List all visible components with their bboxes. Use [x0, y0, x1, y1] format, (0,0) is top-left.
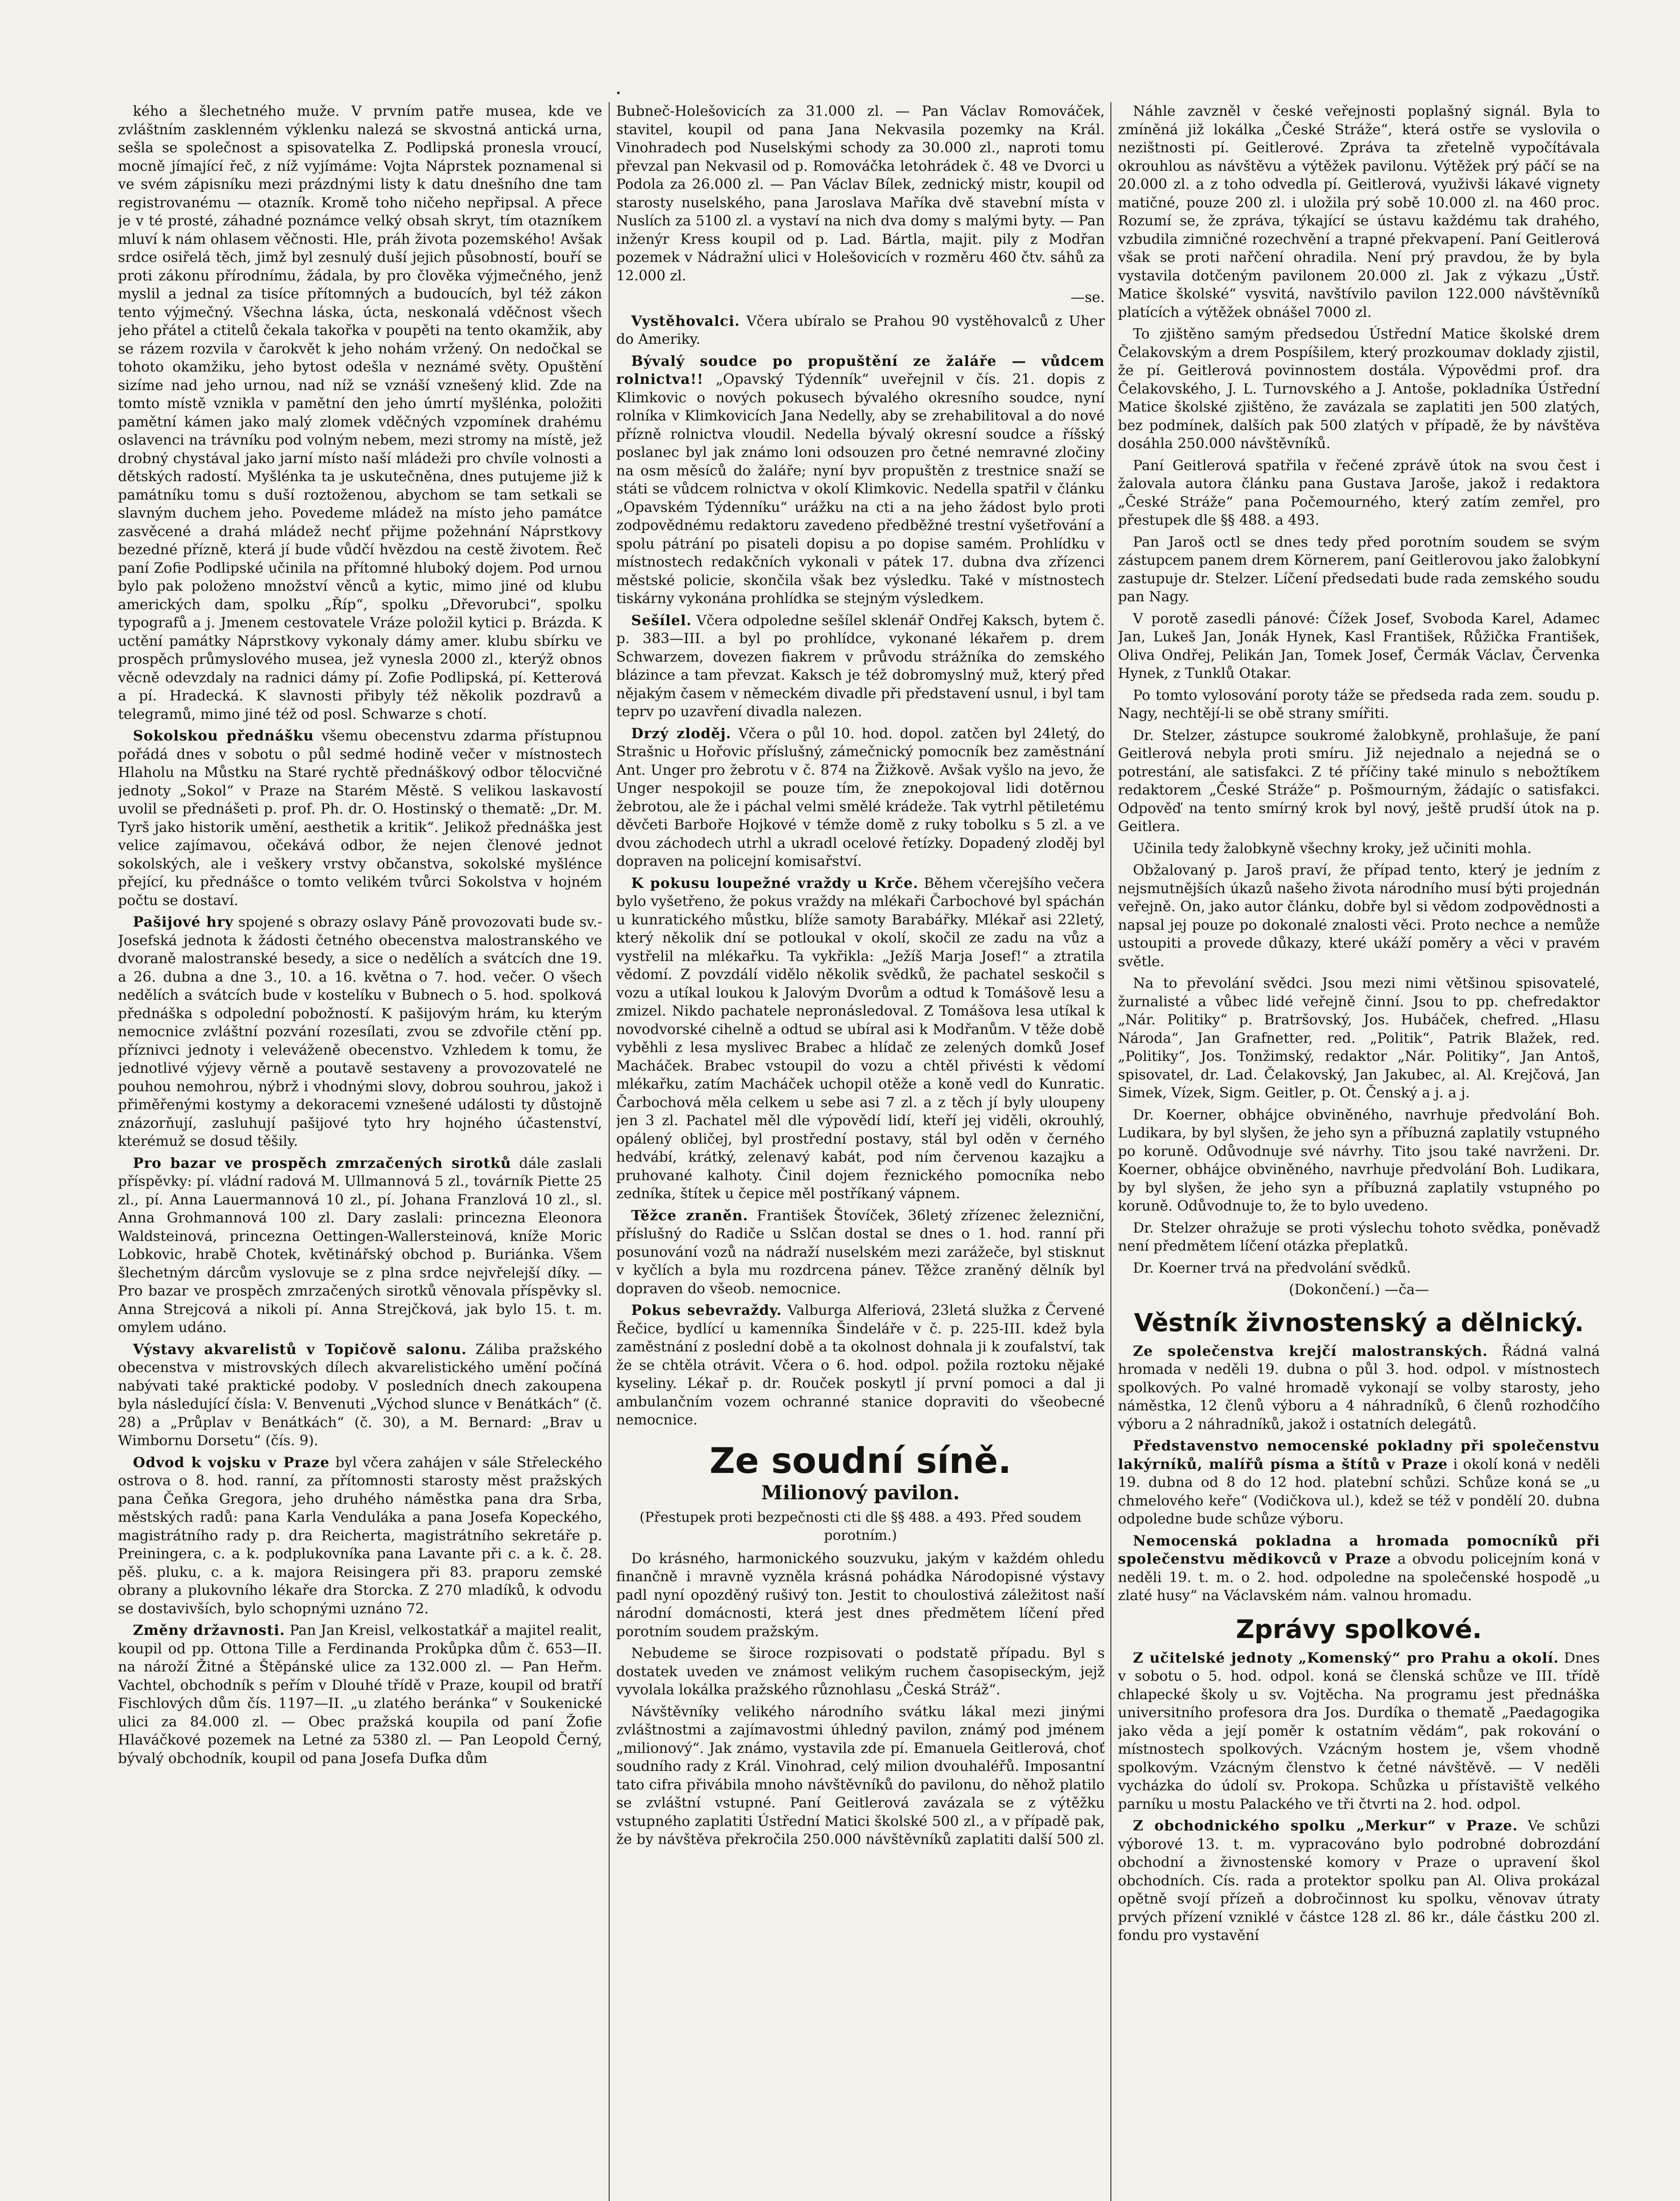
item-text: Paní Geitlerová spatřila v řečené zprávě útok na svou čest i žalovala autora článku pana Gustava Jaroše, jakož i redaktora „České Stráže“ pana Počemourného, který zatím zemřel, pro přestupek dle §§ 488. a 493. [1118, 456, 1600, 528]
item-text: Záliba pražského obecenstva v mistrovských dílech akvarelistického umění počíná nabývati také praktické podoby. V posledních dnech zakoupena byla následující čísla: V. Benvenuti „Východ slunce v Benátkách“ (č. 28) a „Průplav v Benátkách“ (č. 30), a M. Bernard: „Brav u Wimbornu Dorsetu“ (čís. 9). [118, 1340, 602, 1449]
paragraph [616, 1703, 1105, 1849]
item-heading: Nemocenská pokladna a hromada pomocníků při společenstvu mědikovců v Praze [1118, 1532, 1600, 1567]
news-item [1118, 1532, 1600, 1605]
news-item [118, 1340, 602, 1450]
news-item [616, 1301, 1105, 1429]
item-text: V porotě zasedli pánové: Čížek Josef, Svoboda Karel, Adamec Jan, Lukeš Jan, Jonák Hynek, Kasl František, Růžička František, Oliva Ondřej, Pelikán Jan, Tomek Josef, Čermák Václav, Červenka Hynek, z Tunklů Otakar. [1118, 610, 1600, 681]
item-text: Do krásného, harmonického souzvuku, jakým v každém ohledu finančně i mravně vyzněla krásná pohádka Národopisné výstavy padl nyní opozděný rušivý ton. Jestit to choulostivá záležitost naší národní domácnosti, která jest dnes předmětem líčení před porotním soudem pražským. [616, 1550, 1105, 1640]
article-note: (Přestupek proti bezpečnosti cti dle §§ 488. a 493. Před soudem porotním.) [639, 1509, 1081, 1543]
column-2 [616, 102, 1105, 2201]
column-divider-2 [1110, 102, 1111, 2201]
item-text: byl včera zahájen v sále Střeleckého ostrova o 8. hod. ranní, za přítomnosti starosty měst pražských pana Čeňka Gregora, jeho druhého náměstka pana dra Srba, městských radů: pana Karla Venduláka a pana Josefa Kopeckého, magistrátního rady p. dra Reicherta, magistrátního sekretáře p. Preiningera, c. a k. podplukovníka pana Lavante při c. a k. č. 28. pěš. pluku, c. a k. majora Reisingera při 83. praporu zemské obrany a plukovního lékaře dra Storcka. Z 270 mladíků, k odvodu se dostavivších, bylo schopnými uznáno 72. [118, 1454, 602, 1617]
paragraph [1118, 533, 1600, 606]
item-heading: Výstavy akvarelistů v Topičově salonu. [133, 1340, 467, 1358]
news-item [118, 1621, 602, 1767]
column-divider-1 [609, 102, 610, 2201]
item-text: Včera ubíralo se Prahou 90 vystěhovalců z Uher do Ameriky. [616, 312, 1105, 347]
item-heading: Představenstvo nemocenské pokladny při společenstvu lakýrníků, malířů písma a štítů v Praze [1118, 1437, 1600, 1472]
section-heading: Věstník živnostenský a dělnický. [1134, 1308, 1584, 1337]
item-heading: Pašijové hry [133, 913, 234, 930]
item-text: Pan Jan Kreisl, velkostatkář a majitel realit, koupil od pp. Ottona Tille a Ferdinanda Prokůpka dům č. 653—II. na nároží Žitné a Štěpánské ulice za 132.000 zl. — Pan Heřm. Vachtel, obchodník s peřím v Dlouhé třídě v Praze, koupil od bratří Fischlových dům čís. 1197—II. „u zlatého beránka“ v Soukenické ulici za 84.000 zl. — Obec pražská koupila od paní Žofie Hlaváčkové pozemek na Letné za 5380 zl. — Pan Leopold Černý, bývalý obchodník, koupil od pana Josefa Dufka dům [118, 1622, 602, 1767]
news-item [1118, 1342, 1600, 1434]
item-heading: Z učitelské jednoty „Komenský“ pro Prahu a okolí. [1133, 1649, 1559, 1666]
item-text: Na to převolání svědci. Jsou mezi nimi většinou spisovatelé, žurnalisté a vůbec lidé veřejně činní. Jsou to pp. chefredaktor „Nár. Politiky“ p. Bratršovský, Jos. Hubáček, chefred. „Hlasu Národa“, Jan Grafnetter, red. „Politik“, Patrik Blažek, red. „Politiky“, Jos. Tonžimský, redaktor „Nár. Politiky“, Jan Antoš, spisovatel, dr. Lad. Čelakovský, Jan Jakubec, al. Al. Krejčová, Jan Simek, Vízek, Sigm. Geitler, p. Ot. Čenský a j. a j. [1118, 975, 1600, 1101]
paragraph [616, 1644, 1105, 1699]
item-heading: Ze společenstva krejčí malostranských. [1133, 1342, 1488, 1359]
item-text: všemu obecenstvu zdarma přístupnou pořádá dnes v sobotu o půl sedmé hodině večer v místnostech Hlaholu na Můstku na Staré rychtě přednáškový odbor tělocvičné jednoty „Sokol“ v Praze na Starém Městě. S velikou laskavostí uvolil se přednášeti p. prof. Ph. dr. O. Hostinský o thematě: „Dr. M. Tyrš jako historik umění, aesthetik a kritik“. Jelikož přednáška jest velice zajímavou, očekává odbor, že nejen členové jednot sokolských, ale i veškery vrstvy občanstva, sokolské myšlénce přející, ku přednášce o tomto velikém tvůrci Sokolstva v hojném počtu se dostaví. [118, 727, 602, 909]
article-title: Milionový pavilon. [761, 1481, 960, 1504]
paragraph [1118, 726, 1600, 836]
item-heading: Odvod k vojsku v Praze [133, 1454, 330, 1471]
paragraph [1118, 1259, 1600, 1277]
item-text: Včera odpoledne sešílel sklenář Ondřej Kaksch, bytem č. p. 383—III. a byl po prohlídce, vykonané lékařem p. drem Schwarzem, dovezen fiakrem v průvodu strážníka do zemského blázince a tam převzat. Kaksch je též dobromyslný muž, který před nějakým časem v německém divadle při představení usnul, i byl tam teprv po uzavření divadla nalezen. [616, 611, 1105, 720]
item-text: kého a šlechetného muže. V prvním patře musea, kde ve zvláštním zasklenném výklenku nalezá se skvostná antická urna, sešla se společnost a spisovatelka Z. Podlipská pronesla vroucí, mocně jímající řeč, z níž vyjímáme: Vojta Náprstek poznamenal si ve svém zápisníku mezi prázdnými listy k datu dnešního dne tam registrovanému — otazník. Kromě toho ničeho nepřipsal. A přece je v té prosté, záhadné poznámce velký obsah skryt, tím otazníkem mluví k nám ohlasem věčnosti. Hle, práh života pozemského! Avšak srdce osiřelá těch, jimž byl zesnulý duší jejich působností, bouří se proti zákonu přírodnímu, žádala, by pro člověka výjmečného, jenž myslil a jednal za tisíce přítomných a budoucích, byl též zákon tento výjmečný. Všechna láska, úcta, neskonalá vděčnost všech jeho přátel a ctitelů čekala takořka v poupěti na tento okamžik, aby se rázem rozvila v čarokvět k jeho nohám vržený. On nedočkal se tohoto okamžiku, jeho bytost odešla v neznámé světy. Opuštění sizíme nad jeho urnou, nad níž se vznáší vznešený klid. Zde na tomto místě vznikla v pamětní den jeho úmrtí myšlénka, položiti pamětní kámen jako malý zlomek vděčných vzpomínek drahému oslavenci na trávníku pod volným nebem, mezi stromy na místě, jež drobný chystával jako jarní místo naší mládeži pro chvíle volnosti a dětských radostí. Myšlénka ta je uskutečněna, dnes putujeme již k památníku tomu s duší roztoženou, abychom se tam setkali se slavným duchem jeho. Povedeme mládež na místo jeho památce zasvěcené a drahá mládež nechť přijme požehnání Náprstkovy bezedné přízně, která jí bude vůdčí hvězdou na cestě životem. Řeč paní Zofie Podlipské učinila na přítomné hluboký dojem. Pod urnou bylo pak položeno množství věnců a kytic, mimo jiné od klubu amerických dam, spolku „Říp“, spolku „Dřevorubci“, spolku typografů a j. Jmenem cestovatele Vráze položil kytici p. Brázda. K uctění památky Náprstkovy vykonaly dámy amer. klubu sbírku ve prospěch průmyslového musea, jež vynesla 2000 zl., kterýž obnos věcně odevzdaly na radnici dámy pí. Zofie Podlipská, pí. Ketterová a pí. Hradecká. K slavnosti přibyly též několik pozdravů a telegramů, mimo jiné též od posl. Schwarze s chotí. [118, 103, 602, 722]
news-item [118, 1454, 602, 1618]
paragraph [1118, 610, 1600, 683]
news-item [118, 727, 602, 909]
section-heading: Zprávy spolkové. [1236, 1614, 1482, 1644]
paragraph [1118, 325, 1600, 453]
news-item [616, 352, 1105, 608]
print-mark [617, 92, 620, 94]
item-text: a obvodu policejním koná v neděli 19. t. m. o 2. hod. odpoledne na společenské hospodě „u zlaté husy“ na Václavském nám. valnou hromadu. [1118, 1550, 1600, 1604]
paragraph [1118, 1106, 1600, 1215]
news-item [616, 874, 1105, 1203]
paragraph [1118, 102, 1600, 321]
paragraph [616, 1550, 1105, 1641]
item-text: Včera o půl 10. hod. dopol. zatčen byl 24letý, do Strašnic u Hořovic příslušný, zámečnický pomocník bez zaměstnání Ant. Unger pro žebrotu v č. 874 na Žižkově. Avšak vyšlo na jevo, že Unger nespokojil se pouze tím, že znepokojoval lidi dotěrnou žebrotou, ale že i páchal velmi smělé krádeže. Tak vytrhl pětiletému děvčeti Barboře Hojkové v témže domě z ruky tobolku s 5 zl. a ve dvou záchodech utrhl a ukradl ocelové řetízky. Dopadený zloděj byl dopraven na policejní komisařství. [616, 725, 1105, 869]
item-text: Řádná valná hromada v neděli 19. dubna o půl 3. hod. odpol. v místnostech spolkových. Po valné hromadě vykonají se volby starosty, jeho náměstka, 12 členů výboru a 4 náhradníků, 6 členů rozhodčího výboru a 2 náhradníků, jakož i ostatních delegátů. [1118, 1342, 1600, 1432]
item-text: Návštěvníky velikého národního svátku lákal mezi jinými zvláštnostmi a zajímavostmi úhledný pavilon, známý pod jménem „milionový“. Jak známo, vystavila zde pí. Emanuela Geitlerová, choť soudního rady z Král. Vinohrad, celý milion dvouhaléřů. Imposantní tato cifra přivábila mnoho návštěvníků do pavilonu, do něhož platilo se zvláštní vstupné. Paní Geitlerová zavázala se z výtěžku vstupného zaplatiti Ústřední Matici školské 500 zl., a v případě pak, že by návštěva překročila 250.000 návštěvníků zaplatiti další 500 zl. [616, 1703, 1105, 1848]
item-text: To zjištěno samým předsedou Ústřední Matice školské drem Čelakovským a drem Pospíšilem, který prozkoumav doklady zjistil, že pí. Geitlerová povinnostem dostála. Výpovědmi prof. dra Čelakovského, J. L. Turnovského a J. Antoše, pokladníka Ústřední Matice školské zjištěno, že zavázala se zaplatiti jen 500 zlatých, bez podmínek, dalších pak 500 zlatých v případě, že by návštěva dosáhla 250.000 návštěvníků. [1118, 325, 1600, 452]
item-text: dále zaslali příspěvky: pí. vládní radová M. Ullmannová 5 zl., továrník Piette 25 zl., pí. Anna Lauermannová 10 zl., pí. Johana Franzlová 10 zl., sl. Anna Grohmannová 100 zl. Dary zaslali: princezna Eleonora Waldsteinová, princezna Oettingen-Wallersteinová, kníže Moric Lobkovic, hrabě Chotek, květinářský obchod p. Buriánka. Všem šlechetným dárcům vyslovuje se z plna srdce nejvřelejší díky. — Pro bazar ve prospěch zmrzačených sirotků věnovala příspěvky sl. Anna Strejcová a nikoli pí. Anna Strejčková, jak bylo 15. t. m. omylem udáno. [118, 1154, 602, 1336]
item-text: Po tomto vylosování poroty táže se předseda rada zem. soudu p. Nagy, nechtějí-li se obě strany smířiti. [1118, 686, 1600, 721]
item-heading: Změny državnosti. [133, 1622, 285, 1638]
paragraph [1118, 686, 1600, 723]
item-text: Pan Jaroš octl se dnes tedy před porotním soudem se svým zástupcem panem drem Körnerem, paní Geitlerovou jako žalobkyní zastupuje dr. Stelzer. Líčení předsedati bude rada zemského soudu pan Nagy. [1118, 533, 1600, 605]
section-banner: Ze soudní síně. [709, 1440, 1011, 1481]
item-heading: Sokolskou přednášku [133, 727, 314, 744]
item-text: Dr. Koerner trvá na předvolání svědků. [1133, 1259, 1411, 1276]
news-item [1118, 1649, 1600, 1814]
item-heading: Z obchodnického spolku „Merkur“ v Praze. [1133, 1817, 1518, 1834]
item-heading: Pro bazar ve prospěch zmrzačených sirotků [133, 1154, 511, 1171]
item-text: „Opavský Týdenník“ uveřejnil v čís. 21. dopis z Klimkovic o nových pokusech bývalého okresního soudce, nyní rolníka v Klimkovicích Jana Nedelly, aby se zrehabilitoval a do nové přízně rolnictva vloudil. Nedella bývalý okresní soudce a říšský poslanec byl jak známo loni odsouzen pro četné nemravné zločiny na osm měsíců do žaláře; nyní byv propuštěn z trestnice snaží se státi se vůdcem rolnictva v okolí Klimkovic. Nedella spatřil v článku „Opavském Týdenníku“ urážku na cti a na jeho žádost bylo proti zodpovědnému redaktoru zavedeno předběžné trestní vyšetřování a spolu pátrání po pisateli dopisu a po dopise samém. Prohlídku v místnostech redakčních vykonali v pátek 17. dubna dva zřízenci městské policie, skončila však bez výsledku. Také v místnostech tiskárny vykonána prohlídka se stejným výsledkem. [616, 371, 1105, 607]
news-item [1118, 1437, 1600, 1528]
item-text: Během včerejšího večera bylo vyšetřeno, že pokus vraždy na mlékaři Čarbochové byl spáchán u kunratického můstku, blíže samoty Barabářky. Mlékař asi 22letý, který několik dní se potloukal v okolí, skočil ze zadu na vůz a vystřelil na mlékařku. Ta vykřikla: „Ježíš Marja Josef!“ a ztratila vědomí. Z povzdálí vidělo několik svědků, že pachatel seskočil s vozu a utíkal loukou k Jalovým Dvorům a odtud k Tomášově lesu a zmizel. Nikdo pachatele nepronásledoval. Z Tomášova lesa utíkal k novodvorské cihelně a odtud se ubíral asi k Modřanům. V těže době vyběhli z lesa myslivec Brabec a hlídač ze zelených domků Josef Macháček. Brabec vstoupil do vozu a chtěl přivésti k vědomí mlékařku, zatím Macháček uchopil otěže a koně vedl do Kunratic. Čarbochová měla celkem u sebe asi 7 zl. a z těch jí byly uloupeny jen 3 zl. Pachatel měl dle výpovědí lidí, kteří jej viděli, okrouhlý, opálený obličej, byl prostřední postavy, stál byl oděn v černého hedvábí, krátký, zelenavý kabát, pod ním červenou kazajku a pruhované kalhoty. Činil dojem řeznického pomocníka nebo zedníka, štítek u čepice měl postříkaný vápnem. [616, 874, 1105, 1202]
news-item [118, 913, 602, 1151]
item-text: Dnes v sobotu o 5. hod. odpol. koná se členská schůze ve III. třídě chlapecké školy u sv. Vojtěcha. Na programu jest přednáška universitního profesora dra Jos. Durdíka o thematě „Paedagogika jako věda a její poměr k ostatním vědám“, pak rokování o místnostech spolkových. Vzácným hostem je, všem vhodně spolkovým. Vzácným členstvo k četné návštěvě. — V neděli vycházka do údolí sv. Prokopa. Schůzka u přístaviště velkého parníku u mostu Palackého ve tři čtvrti na 2. hod. odpol. [1118, 1649, 1600, 1812]
item-heading: Sešílel. [631, 611, 692, 629]
paragraph [118, 102, 602, 723]
paragraph [1118, 839, 1600, 858]
item-text: Nebudeme se široce rozpisovati o podstatě případu. Byl s dostatek uveden ve známost velikým ruchem časopiseckým, jejž vyvolala lokálka pražského různohlasu „Česká Stráž“. [616, 1645, 1105, 1698]
item-heading: K pokusu loupežné vraždy u Krče. [631, 874, 919, 891]
item-text: Dr. Stelzer ohražuje se proti výslechu tohoto svědka, poněvadž není předmětem líčení otázka přeplatků. [1118, 1219, 1600, 1254]
item-text: Náhle zavzněl v české veřejnosti poplašný signál. Byla to zmíněná již lokálka „České Stráže“, která ostře se vyslovila o nezištnosti pí. Geitlerové. Zpráva ta zřetelně vypočítávala okrouhlou as návštěvu a výtěžek pavilonu. Výtěžek prý páčí se na 20.000 zl. a z toho odvedla pí. Geitlerová, využivši lákavé vignety matičné, pouze 200 zl. i uložila prý sobě 10.000 zl. na 460 proc. Rozumí se, že zpráva, týkající se ústavu každému tak drahého, vzbudila zimničné rozechvění a trapné překvapení. Paní Geitlerová však se proti nařčení ohradila. Není prý pravdou, že by byla vystavila dotčeným pavilonem 20.000 zl. Jak z výkazu „Ústř. Matice školské“ vysvitá, navštívilo pavilon 122.000 návštěvníků platících a výtěžek obnášel 7000 zl. [1118, 103, 1600, 320]
paragraph [1118, 456, 1600, 530]
item-heading: Vystěhovalci. [631, 312, 740, 329]
news-item [118, 1154, 602, 1337]
news-item [616, 611, 1105, 721]
column-3 [1118, 102, 1600, 2201]
item-heading: Bývalý soudce po propuštění ze žaláře — vůdcem rolnictva!! [616, 352, 1105, 387]
item-text: Ve schůzi výborové 13. t. m. vypracováno bylo podrobné dobrozdání obchodní a živnostenské komory v Praze o upravení škol obchodních. Cís. rada a protektor spolku pan Al. Oliva prokázal opětně svojí přízeň a dobročinnost ku spolku, věnovav útraty prvých přízení vzniklé v částce 128 zl. 86 kr., dále částku 200 zl. fondu pro vystavění [1118, 1817, 1600, 1943]
item-heading: Drzý zloděj. [631, 725, 732, 742]
item-text: Bubneč-Holešovicích za 31.000 zl. — Pan Václav Romováček, stavitel, koupil od pana Jana Nekvasila pozemky na Král. Vinohradech pod Nuselskými schody za 30.000 zl., naproti tomu převzal pan Nekvasil od p. Romováčka letohrádek č. 48 ve Dvorci u Podola za 26.000 zl. — Pan Václav Bílek, zednický mistr, koupil od starosty nuselského, pana Jaroslava Maříka dvě stavební místa v Nuslích za 5100 zl. a vystaví na nich dva domy s malými byty. — Pan inženýr Kress koupil od p. Lad. Bártla, majit. pily z Modřan pozemek v Nádražní ulici v Holešovicích v rozměru 460 čtv. sáhů za 12.000 zl. [616, 103, 1105, 284]
paragraph [616, 102, 1105, 285]
item-text: Obžalovaný p. Jaroš praví, že případ tento, který je jedním z nejsmutnějších úkazů našeho života národního musí býti projednán veřejně. On, jako autor článku, dobře byl si vědom zodpovědnosti a napsal jej pouze po dokonalé znalosti věci. Proto nechce a nemůže ustoupiti a provede důkazy, které ukáží poměry a věci v pravém světle. [1118, 861, 1600, 970]
column-1 [118, 102, 602, 2201]
news-item [616, 312, 1105, 349]
continuation-note: (Dokončení.) —ča— [1289, 1281, 1429, 1298]
paragraph [1118, 861, 1600, 971]
item-heading: Pokus sebevraždy. [631, 1302, 782, 1318]
item-text: i okolí koná v neděli 19. dubna od 8 do 12 hod. platební schůzi. Schůze koná se „u chmelového keře“ (Vodičkova ul.), kdež se též v pondělí 20. dubna odpoledne bude schůze výboru. [1118, 1455, 1600, 1527]
item-text: Dr. Stelzer, zástupce soukromé žalobkyně, prohlašuje, že paní Geitlerová nebyla proti smíru. Již nejednalo a nejedná se o potrestání, ale satisfakci. Z té příčiny také minulo s nebožtíkem redaktorem „České Stráže“ p. Pošmourným, žádajíc o satisfakci. Odpověď na tento smírný krok byl nový, ještě prudší útok na p. Geitlera. [1118, 726, 1600, 835]
paragraph [1118, 974, 1600, 1102]
item-text: Učinila tedy žalobkyně všechny kroky, jež učiniti mohla. [1133, 839, 1532, 857]
news-item [1118, 1817, 1600, 1945]
news-item [616, 725, 1105, 871]
item-heading: Těžce zraněn. [631, 1207, 748, 1224]
paragraph [1118, 1219, 1600, 1255]
item-text: Dr. Koerner, obhájce obviněného, navrhuje předvolání Boh. Ludikara, by byl slyšen, že jeho syn a příbuzná zaplatily vstupného po koruně. Odůvodnuje své návrhy. Tito jsou také navrženi. Dr. Koerner, obhájce obviněného, navrhuje předvolání Boh. Ludikara, by byl slyšen, že jeho syn a příbuzná zaplatily vstupného po koruně. Odůvodnuje to, že to bylo uvedeno. [1118, 1106, 1600, 1214]
item-text: spojené s obrazy oslavy Páně provozovati bude sv.-Josefská jednota k žádosti četného obecenstva malostranského ve dvoraně malostranské besedy, a sice o nedělích a svátcích dne 19. a 26. dubna a dne 3., 10. a 16. května o 7. hod. večer. O všech nedělích a svátcích bude v kostelíku v Bubnech o 5. hod. spolková přednáška s odpolední pobožností. K pašijovým hrám, ku kterým nemocnice zvláštní pozvání rozesílati, zvou se zdvořile ctění pp. příznivci jednoty i veleváženě obecenstvo. Vzhledem k tomu, že jednotlivé výjevy věrně a poutavě sestaveny a provozovatelé ne pouhou nemohrou, nýbrž i vhodnými slovy, dobrou souhrou, jakož i přiměřenými kostymy a dekoracemi vznešené události ty důstojně znázorňují, zasluhují pašijové tyto hry hojného účastenství, kterémuž se dosud těšily. [118, 913, 602, 1149]
author-sign: —se. [1070, 289, 1105, 305]
news-item [616, 1207, 1105, 1298]
item-text: František Štovíček, 36letý zřízenec železniční, příslušný do Radiče u Sslčan dostal se dnes o 1. hod. ranní při posunování vozů na nádraží nuselském mezi zarážeče, byl stisknut v kyčlích a byla mu rozdrcena pánev. Těžce zraněný dělník byl dopraven do všeob. nemocnice. [616, 1207, 1105, 1297]
item-text: Valburga Alferiová, 23letá služka z Červené Řečice, bydlící u kamenníka Šindeláře v č. p. 225-III. kdež byla zaměstnání z poslední době a ta okolnost dohnala ji k zoufalství, tak že se chtěla otrávit. Včera o 6. hod. odpol. požila roztoku nějaké kyseliny. Lékař p. dr. Rouček poskytl jí první pomoci a dal ji ambulančním vozem ochranné stanice dopraviti do všeobecné nemocnice. [616, 1302, 1105, 1428]
